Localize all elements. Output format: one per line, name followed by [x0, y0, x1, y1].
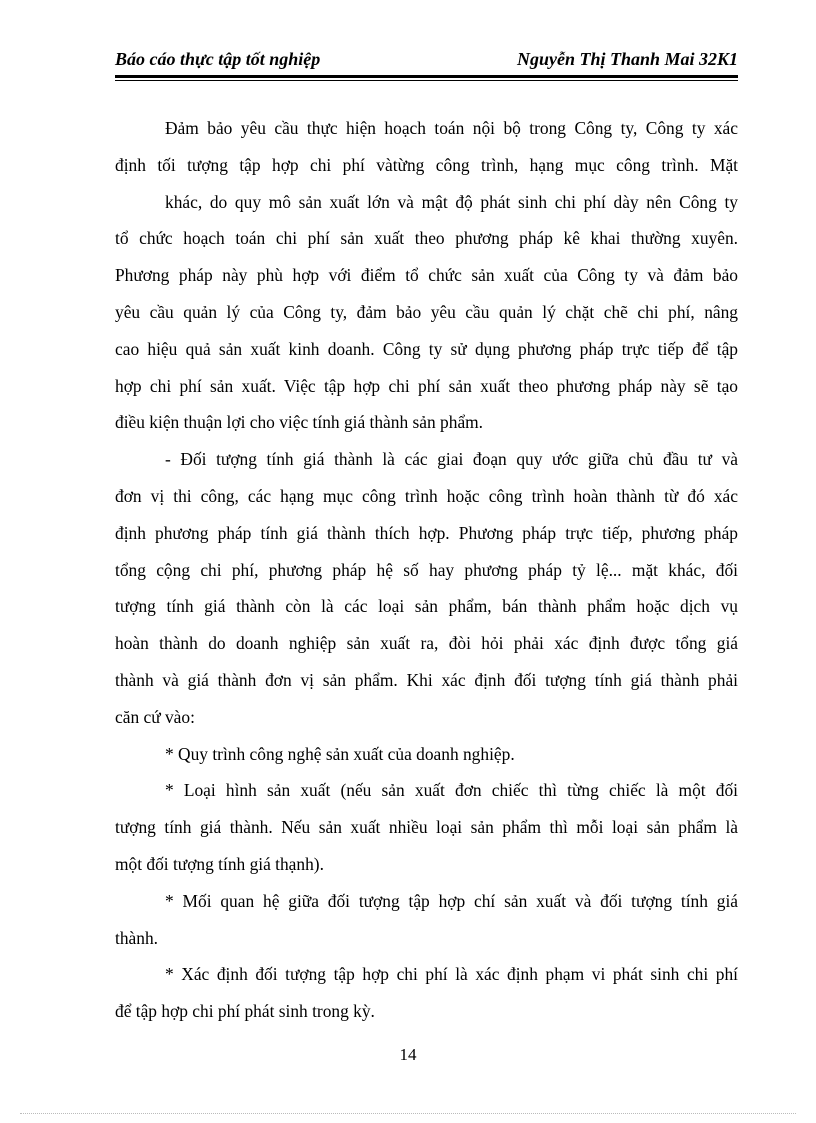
- text-line: tượng tính giá thành còn là các loại sản phẩm, bán thành phẩm hoặc dịch vụ: [115, 596, 738, 617]
- text-line: - Đối tượng tính giá thành là các giai đoạn quy ước giữa chủ đầu tư và: [165, 449, 738, 470]
- text-line: * Loại hình sản xuất (nếu sản xuất đơn chiếc thì từng chiếc là một đối: [165, 780, 738, 801]
- text-line: thành.: [115, 927, 158, 948]
- text-line: tượng tính giá thành. Nếu sản xuất nhiều loại sản phẩm thì mỗi loại sản phẩm là: [115, 817, 738, 838]
- page-number: 14: [399, 1045, 417, 1064]
- text-line: tổng cộng chi phí, phương pháp hệ số hay phương pháp tỷ lệ... mặt khác, đối: [115, 559, 738, 580]
- header-rule-thick: [115, 75, 738, 78]
- text-line: định tối tượng tập hợp chi phí vàtừng công trình, hạng mục công trình. Mặt: [115, 154, 738, 175]
- text-line: * Mối quan hệ giữa đối tượng tập hợp chí sản xuất và đối tượng tính giá: [165, 890, 738, 911]
- text-line: hợp chi phí sản xuất. Việc tập hợp chi phí sản xuất theo phương pháp này sẽ tạo: [115, 375, 738, 396]
- text-line: đơn vị thi công, các hạng mục công trình hoặc công trình hoàn thành từ đó xác: [115, 485, 738, 506]
- text-line: * Quy trình công nghệ sản xuất của doanh nghiệp.: [165, 743, 515, 764]
- text-line: hoàn thành do doanh nghiệp sản xuất ra, đòi hỏi phải xác định được tổng giá: [115, 633, 738, 654]
- text-line: Đảm bảo yêu cầu thực hiện hoạch toán nội bộ trong Công ty, Công ty xác: [165, 118, 738, 138]
- text-line: cao hiệu quả sản xuất kinh doanh. Công ty sử dụng phương pháp trực tiếp để tập: [115, 338, 738, 359]
- text-line: tổ chức hoạch toán chi phí sản xuất theo phương pháp kê khai thường xuyên.: [115, 228, 738, 249]
- page-header: [115, 44, 738, 74]
- header-rule-thin: [115, 80, 738, 81]
- text-line: để tập hợp chi phí phát sinh trong kỳ.: [115, 1001, 375, 1022]
- text-line: căn cứ vào:: [115, 706, 195, 727]
- text-line: một đối tượng tính giá thạnh).: [115, 853, 324, 874]
- header-title: Báo cáo thực tập tốt nghiệp: [115, 49, 321, 69]
- header-author: Nguyễn Thị Thanh Mai 32K1: [516, 49, 738, 69]
- text-line: yêu cầu quản lý của Công ty, đảm bảo yêu cầu quản lý chặt chẽ chi phí, nâng: [115, 301, 738, 322]
- text-line: định phương pháp tính giá thành thích hợp. Phương pháp trực tiếp, phương pháp: [115, 522, 738, 543]
- text-line: điều kiện thuận lợi cho việc tính giá thành sản phẩm.: [115, 412, 484, 433]
- text-line: Phương pháp này phù hợp với điểm tổ chức sản xuất của Công ty và đảm bảo: [115, 265, 738, 286]
- bottom-dotted-border: [20, 1113, 796, 1114]
- text-line: thành và giá thành đơn vị sản phẩm. Khi xác định đối tượng tính giá thành phải: [115, 669, 738, 690]
- body-text: [115, 110, 738, 1030]
- text-line: khác, do quy mô sản xuất lớn và mật độ phát sinh chi phí dày nên Công ty: [165, 191, 738, 212]
- text-line: * Xác định đối tượng tập hợp chi phí là xác định phạm vi phát sinh chi phí: [165, 964, 738, 985]
